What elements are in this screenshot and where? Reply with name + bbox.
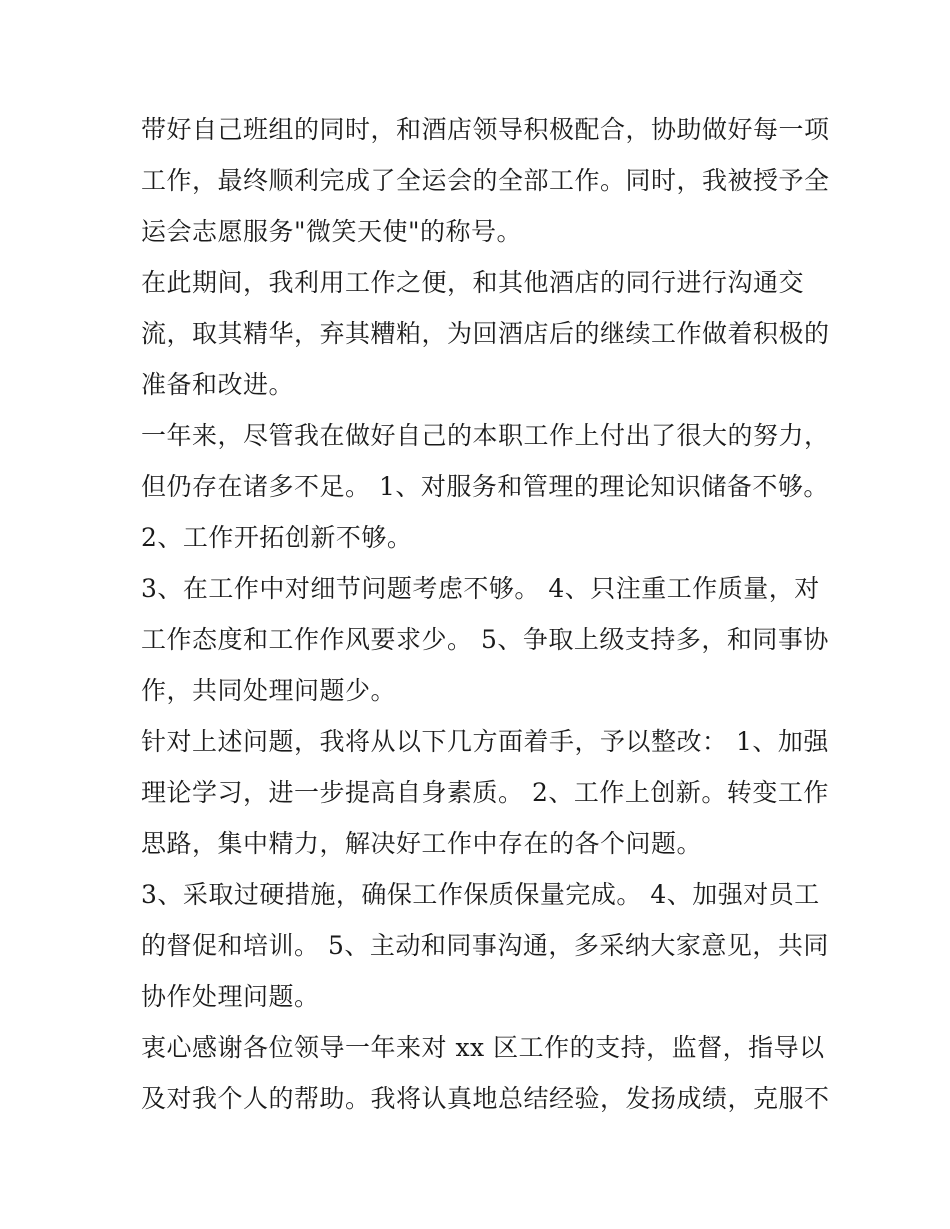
text-line: 流，取其精华，弃其糟粕，为回酒店后的继续工作做着积极的 [141, 319, 830, 348]
text-line: 运会志愿服务"微笑天使"的称号。 [141, 217, 522, 246]
paragraph-1 [141, 104, 830, 257]
text-line: 工作，最终顺利完成了全运会的全部工作。同时，我被授予全 [141, 166, 830, 195]
text-line: 衷心感谢各位领导一年来对 xx 区工作的支持，监督，指导以 [141, 1033, 825, 1062]
text-line: 但仍存在诸多不足。 1、对服务和管理的理论知识储备不够。 [141, 472, 829, 501]
paragraph-5 [141, 563, 829, 716]
text-line: 思路，集中精力，解决好工作中存在的各个问题。 [141, 829, 703, 858]
text-line: 3、在工作中对细节问题考虑不够。 4、只注重工作质量，对 [141, 574, 820, 603]
text-line: 在此期间，我利用工作之便，和其他酒店的同行进行沟通交 [141, 268, 805, 297]
text-line: 带好自己班组的同时，和酒店领导积极配合，协助做好每一项 [141, 115, 830, 144]
text-line: 作，共同处理问题少。 [141, 676, 397, 705]
paragraph-7 [141, 869, 829, 1022]
paragraph-8 [141, 1022, 830, 1124]
document-body [141, 104, 830, 1124]
text-line: 协作处理问题。 [141, 982, 320, 1011]
text-line: 理论学习，进一步提高自身素质。 2、工作上创新。转变工作 [141, 778, 829, 807]
text-line: 3、采取过硬措施，确保工作保质保量完成。 4、加强对员工 [141, 880, 820, 909]
text-line: 2、工作开拓创新不够。 [141, 523, 413, 552]
text-line: 准备和改进。 [141, 370, 295, 399]
paragraph-3 [141, 410, 830, 512]
text-line: 及对我个人的帮助。我将认真地总结经验，发扬成绩，克服不 [141, 1084, 830, 1113]
text-line: 的督促和培训。 5、主动和同事沟通，多采纳大家意见，共同 [141, 931, 829, 960]
paragraph-6 [141, 716, 829, 869]
paragraph-4 [141, 512, 821, 563]
text-line: 一年来，尽管我在做好自己的本职工作上付出了很大的努力， [141, 421, 830, 450]
text-line: 针对上述问题，我将从以下几方面着手，予以整改： 1、加强 [141, 727, 829, 756]
paragraph-2 [141, 257, 830, 410]
text-line: 工作态度和工作作风要求少。 5、争取上级支持多，和同事协 [141, 625, 829, 654]
